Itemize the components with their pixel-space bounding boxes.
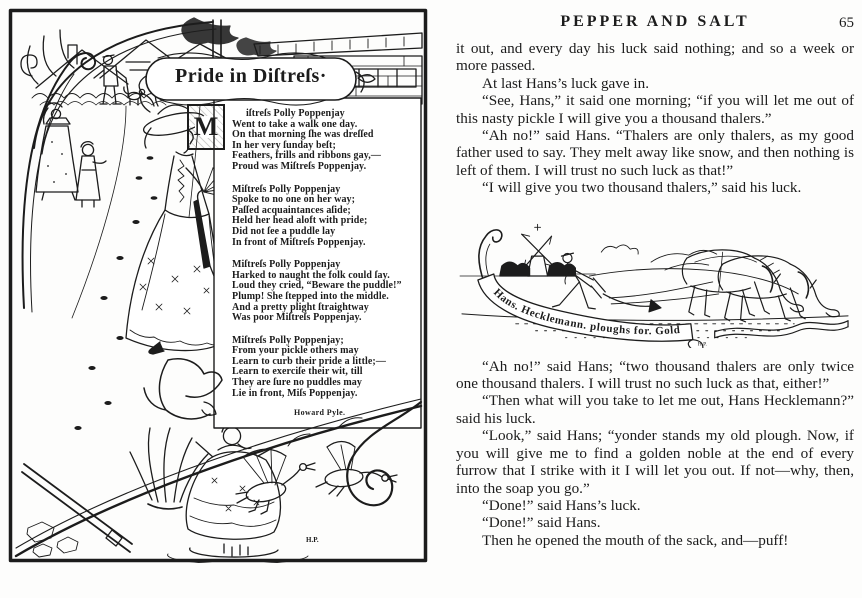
poem-stanza <box>232 336 420 400</box>
poem-line: Harked to naught the folk could ſay. <box>232 269 390 281</box>
poem-line: Miſtreſs Polly Poppenjay <box>232 259 341 271</box>
poem-signature: Howard Pyle. <box>294 408 346 417</box>
poem-line: Miſtreſs Polly Poppenjay; <box>232 334 344 346</box>
poem-line: Plump! She ſtepped into the middle. <box>232 290 389 302</box>
poem-line: They are ſure no puddles may <box>232 377 362 389</box>
poem-line: On that morning ſhe was dreſſed <box>232 129 374 141</box>
paragraph: Then he opened the mouth of the sack, and—puff! <box>482 531 789 549</box>
artist-monogram: H.P. <box>697 341 707 348</box>
poem-line: Did not ſee a puddle lay <box>232 225 336 237</box>
poem-line: Learn to exerciſe their wit, till <box>232 366 363 378</box>
poem-line: In front of Miſtreſs Poppenjay. <box>232 236 366 248</box>
poem-line: iſtreſs Polly Poppenjay <box>246 108 345 119</box>
poem-stanza <box>232 109 420 173</box>
poem-stanza <box>232 260 420 324</box>
svg-text:Hans. Hecklemann. ploughs for. <box>491 286 681 337</box>
poem-line: And a pretty plight ſtraightway <box>232 301 369 313</box>
poem-dropcap: M <box>187 104 225 150</box>
poem-line: In her very ſunday beſt; <box>232 139 336 151</box>
paragraph: At last Hans’s luck gave in. <box>482 74 650 92</box>
paragraph: “Then what will you take to let me out, Hans Hecklemann?” said his luck. <box>456 392 854 427</box>
page-header <box>456 13 854 34</box>
poem-stanza <box>232 185 420 249</box>
plough-artwork <box>456 212 854 348</box>
paragraph: “Ah no!” said Hans. “Thalers are only thalers, as my good father used to say. They melt away like snow, and then nothing is left of them. I will trust no such luck as that!” <box>456 127 854 179</box>
poem-line: Feathers, frills and ribbons gay,— <box>232 150 381 162</box>
plough-illustration <box>456 212 854 348</box>
poem-line: Was poor Miſtreſs Poppenjay. <box>232 312 362 324</box>
poem-line: Proud was Miſtreſs Poppenjay. <box>232 160 367 172</box>
right-page <box>456 0 854 598</box>
poem-text <box>232 109 420 411</box>
paragraph: it out, and every day his luck said nothing; and so a week or more passed. <box>456 40 854 75</box>
paragraph: “Ah no!” said Hans; “two thousand thalers are only twice one thousand thalers. I will trust no such luck as that, either!” <box>456 357 854 393</box>
banner-text: Hans. Hecklemann. ploughs for. Gold <box>491 286 681 337</box>
paragraph: “Done!” said Hans’s luck. <box>482 496 641 514</box>
artist-monogram: H.P. <box>306 536 319 544</box>
left-page-illustration <box>8 8 428 563</box>
poem-line: Lie in front, Miſs Poppenjay. <box>232 387 358 399</box>
poem-line: Spoke to no one on her way; <box>232 194 356 206</box>
poem-line: Miſtreſs Polly Poppenjay <box>232 183 341 195</box>
body-text <box>456 40 854 549</box>
poem-title: Pride in Diſtreſs· <box>175 65 327 87</box>
poem-line: Paſſed acquaintances aſide; <box>232 204 351 216</box>
poem-line: Learn to curb their pride a little;— <box>232 355 386 367</box>
running-header: PEPPER AND SALT <box>560 13 750 30</box>
poem-line: Held her head aloft with pride; <box>232 215 368 227</box>
paragraph: “Done!” said Hans. <box>482 514 601 532</box>
poem-line: Loud they cried, “Beware the puddle!” <box>232 280 402 292</box>
paragraph: “I will give you two thousand thalers,” said his luck. <box>482 179 802 197</box>
paragraph: “Look,” said Hans; “yonder stands my old plough. Now, if you will give me to find a golden noble at the end of every furrow that I strike with it I will let you out. If not—why, then, into the soap you go.” <box>456 427 854 497</box>
paragraph: “See, Hans,” it said one morning; “if you will let me out of this nasty pickle I will give you a thousand thalers.” <box>456 92 854 127</box>
page-number: 65 <box>839 15 854 31</box>
poem-line: Went to take a walk one day. <box>232 118 358 130</box>
poem-line: From your pickle others may <box>232 345 359 357</box>
